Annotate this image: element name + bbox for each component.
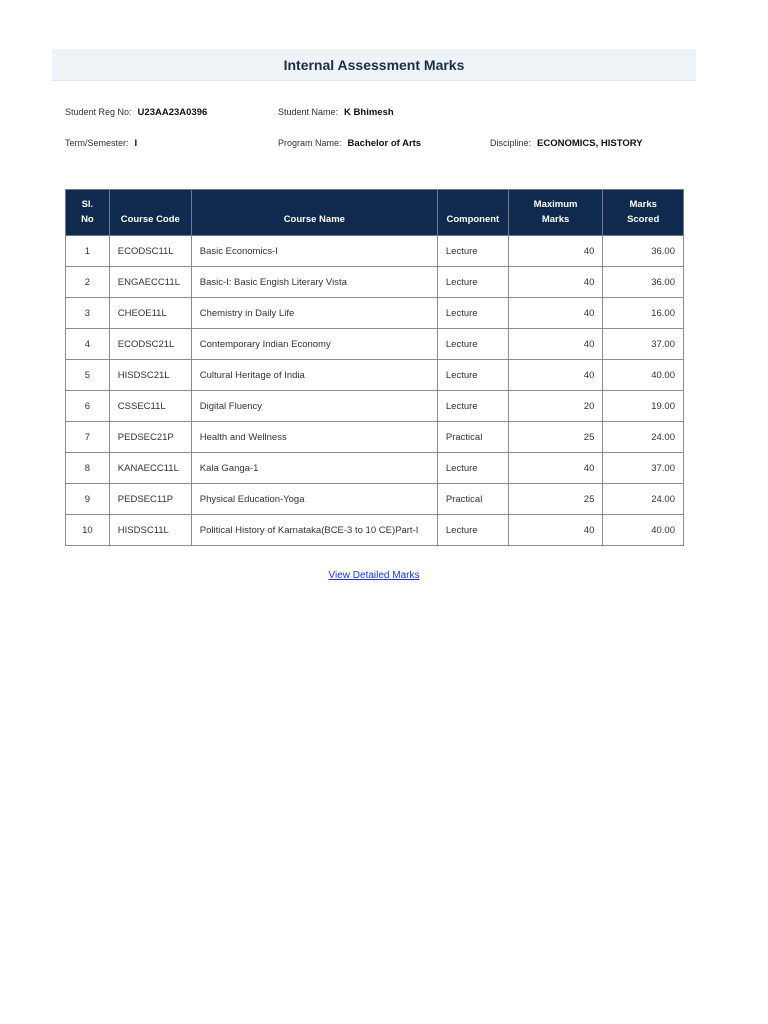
program-label: Program Name: [278, 138, 342, 148]
header-sl-line1: Sl. [81, 199, 94, 210]
header-sl-line2: No [81, 214, 94, 225]
table-row [66, 298, 684, 329]
cell-marks-scored: 24.00 [603, 422, 684, 453]
reg-no-value: U23AA23A0396 [137, 107, 208, 118]
cell-course-code: ENGAECC11L [109, 267, 191, 298]
cell-marks-scored: 19.00 [603, 391, 684, 422]
header-course-code: Course Code [109, 190, 191, 236]
cell-maximum-marks: 20 [508, 391, 603, 422]
header-max-line1: Maximum [533, 199, 578, 210]
discipline-label: Discipline: [490, 138, 532, 148]
cell-component: Lecture [437, 236, 508, 267]
cell-course-name: Kala Ganga-1 [191, 453, 437, 484]
cell-course-name: Contemporary Indian Economy [191, 329, 437, 360]
cell-course-code: ECODSC21L [109, 329, 191, 360]
term-value: I [134, 138, 138, 149]
cell-course-name: Basic-I: Basic Engish Literary Vista [191, 267, 437, 298]
student-info-row-2 [65, 135, 705, 151]
view-detailed-marks-link[interactable]: View Detailed Marks [328, 570, 420, 581]
cell-sl-no: 5 [66, 360, 110, 391]
cell-component: Lecture [437, 391, 508, 422]
cell-marks-scored: 16.00 [603, 298, 684, 329]
table-row [66, 329, 684, 360]
cell-maximum-marks: 40 [508, 236, 603, 267]
cell-course-name: Physical Education-Yoga [191, 484, 437, 515]
student-info-row-1 [65, 104, 705, 120]
cell-sl-no: 4 [66, 329, 110, 360]
cell-course-code: CHEOE11L [109, 298, 191, 329]
cell-course-code: PEDSEC11P [109, 484, 191, 515]
term-label: Term/Semester: [65, 138, 129, 148]
cell-sl-no: 10 [66, 515, 110, 546]
cell-marks-scored: 36.00 [603, 267, 684, 298]
cell-maximum-marks: 40 [508, 515, 603, 546]
cell-course-code: HISDSC21L [109, 360, 191, 391]
cell-sl-no: 6 [66, 391, 110, 422]
student-name-label: Student Name: [278, 107, 339, 117]
cell-component: Lecture [437, 360, 508, 391]
cell-course-name: Chemistry in Daily Life [191, 298, 437, 329]
student-name-field [278, 104, 394, 121]
cell-component: Lecture [437, 329, 508, 360]
table-row [66, 484, 684, 515]
cell-component: Practical [437, 422, 508, 453]
header-sl-no [66, 190, 110, 236]
cell-component: Lecture [437, 515, 508, 546]
detailed-marks-link-container [0, 570, 748, 581]
cell-sl-no: 8 [66, 453, 110, 484]
cell-course-name: Basic Economics-I [191, 236, 437, 267]
cell-course-code: ECODSC11L [109, 236, 191, 267]
cell-maximum-marks: 25 [508, 484, 603, 515]
cell-course-code: CSSEC11L [109, 391, 191, 422]
cell-maximum-marks: 40 [508, 329, 603, 360]
term-field [65, 135, 137, 152]
cell-maximum-marks: 40 [508, 298, 603, 329]
cell-sl-no: 2 [66, 267, 110, 298]
cell-course-code: KANAECC11L [109, 453, 191, 484]
table-row [66, 267, 684, 298]
title-bar [52, 49, 696, 81]
table-row [66, 360, 684, 391]
cell-sl-no: 1 [66, 236, 110, 267]
cell-maximum-marks: 40 [508, 360, 603, 391]
reg-no-label: Student Reg No: [65, 107, 132, 117]
cell-marks-scored: 37.00 [603, 329, 684, 360]
cell-sl-no: 7 [66, 422, 110, 453]
header-max-line2: Marks [541, 214, 570, 225]
header-scored-line2: Scored [627, 214, 660, 225]
table-row [66, 453, 684, 484]
cell-maximum-marks: 40 [508, 453, 603, 484]
table-row [66, 236, 684, 267]
cell-component: Practical [437, 484, 508, 515]
cell-course-name: Political History of Karnataka(BCE-3 to 10 CE)Part-I [191, 515, 437, 546]
table-row [66, 422, 684, 453]
cell-sl-no: 9 [66, 484, 110, 515]
cell-component: Lecture [437, 298, 508, 329]
cell-sl-no: 3 [66, 298, 110, 329]
table-row [66, 515, 684, 546]
cell-course-name: Digital Fluency [191, 391, 437, 422]
discipline-field [490, 135, 643, 152]
cell-course-code: HISDSC11L [109, 515, 191, 546]
discipline-value: ECONOMICS, HISTORY [537, 138, 643, 149]
cell-marks-scored: 40.00 [603, 515, 684, 546]
cell-maximum-marks: 25 [508, 422, 603, 453]
program-value: Bachelor of Arts [347, 138, 422, 149]
cell-marks-scored: 37.00 [603, 453, 684, 484]
cell-component: Lecture [437, 267, 508, 298]
student-name-value: K Bhimesh [344, 107, 394, 118]
cell-maximum-marks: 40 [508, 267, 603, 298]
cell-course-name: Cultural Heritage of India [191, 360, 437, 391]
table-header-row [66, 190, 684, 236]
cell-course-code: PEDSEC21P [109, 422, 191, 453]
header-marks-scored [603, 190, 684, 236]
cell-course-name: Health and Wellness [191, 422, 437, 453]
cell-marks-scored: 40.00 [603, 360, 684, 391]
cell-component: Lecture [437, 453, 508, 484]
cell-marks-scored: 36.00 [603, 236, 684, 267]
header-course-name: Course Name [191, 190, 437, 236]
header-component: Component [437, 190, 508, 236]
program-field [278, 135, 421, 152]
cell-marks-scored: 24.00 [603, 484, 684, 515]
header-maximum-marks [508, 190, 603, 236]
table-row [66, 391, 684, 422]
reg-no-field [65, 104, 207, 121]
marks-table [65, 189, 684, 546]
page-title: Internal Assessment Marks [283, 56, 465, 73]
header-scored-line1: Marks [629, 199, 657, 210]
